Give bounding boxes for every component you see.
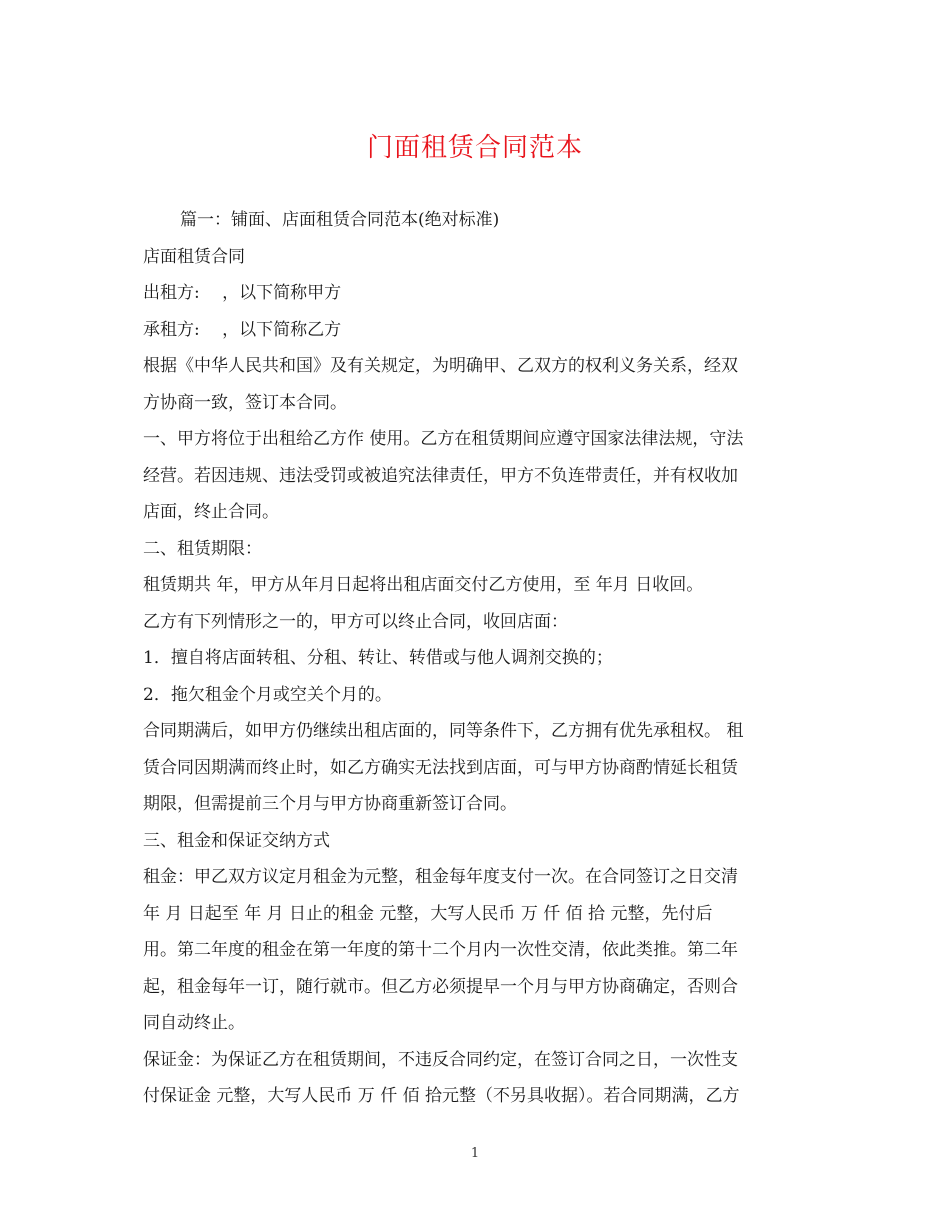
paragraph-line: 租金：甲乙双方议定月租金为元整，租金每年度支付一次。在合同签订之日交清 [143, 867, 738, 887]
paragraph-line: 店面，终止合同。 [143, 502, 279, 522]
list-item: 2．拖欠租金个月或空关个月的。 [143, 684, 392, 705]
paragraph-line: 年 月 日起至 年 月 日止的租金 元整，大写人民币 万 仟 佰 拾 元整，先付后 [143, 903, 713, 924]
document-body [143, 202, 815, 1115]
paragraph-line: 租赁期共 年，甲方从年月日起将出租店面交付乙方使用，至 年月 日收回。 [143, 575, 704, 595]
clause-heading: 三、租金和保证交纳方式 [143, 830, 330, 851]
lessor-line: 出租方: ，以下简称甲方 [143, 283, 342, 303]
paragraph-line: 赁合同因期满而终止时，如乙方确实无法找到店面，可与甲方协商酌情延长租赁 [143, 757, 738, 778]
paragraph-line: 期限，但需提前三个月与甲方协商重新签订合同。 [143, 794, 517, 814]
paragraph-line: 乙方有下列情形之一的，甲方可以终止合同，收回店面： [143, 611, 568, 632]
page-number: 1 [470, 1146, 480, 1161]
paragraph-line: 根据《中华人民共和国》及有关规定，为明确甲、乙双方的权利义务关系，经双 [143, 356, 738, 376]
paragraph-line: 合同期满后，如甲方仍继续出租店面的，同等条件下，乙方拥有优先承租权。 租 [143, 721, 744, 741]
contract-name: 店面租赁合同 [143, 246, 245, 267]
lessee-line: 承租方: ，以下简称乙方 [143, 319, 342, 340]
document-title: 门面租赁合同范本 [366, 133, 583, 163]
paragraph-line: 方协商一致，签订本合同。 [143, 392, 347, 413]
paragraph-line: 经营。若因违规、违法受罚或被追究法律责任，甲方不负连带责任，并有权收加 [143, 465, 738, 486]
paragraph-line: 起，租金每年一订，随行就市。但乙方必须提早一个月与甲方协商确定，否则合 [143, 976, 738, 997]
paragraph-line: 用。第二年度的租金在第一年度的第十二个月内一次性交清，依此类推。第二年 [143, 940, 738, 960]
paragraph-line: 付保证金 元整，大写人民币 万 仟 佰 拾元整（不另具收据）。若合同期满，乙方 [143, 1086, 740, 1106]
paragraph-line: 一、甲方将位于出租给乙方作 使用。乙方在租赁期间应遵守国家法律法规，守法 [143, 429, 744, 449]
clause-heading: 二、租赁期限： [143, 538, 262, 559]
section-heading: 篇一：铺面、店面租赁合同范本(绝对标准) [180, 210, 500, 230]
paragraph-line: 同自动终止。 [143, 1013, 245, 1033]
paragraph-line: 保证金：为保证乙方在租赁期间，不违反合同约定，在签订合同之日，一次性支 [143, 1049, 738, 1070]
list-item: 1．擅自将店面转租、分租、转让、转借或与他人调剂交换的； [143, 648, 613, 668]
